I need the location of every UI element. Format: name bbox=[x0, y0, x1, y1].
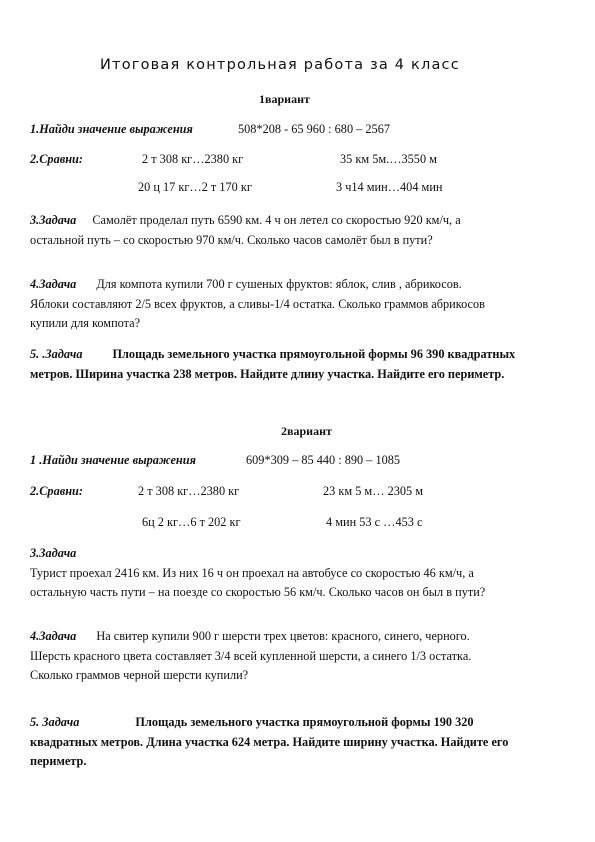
v1-task3-line1: Самолёт проделал путь 6590 км. 4 ч он летел со скоростью 920 км/ч, а bbox=[92, 213, 461, 227]
v2-task3-line1: Турист проехал 2416 км. Из них 16 ч он проехал на автобусе со скоростью 46 км/ч, а bbox=[30, 565, 474, 580]
v2-task5-line3: периметр. bbox=[30, 754, 87, 768]
page-title: Итоговая контрольная работа за 4 класс bbox=[100, 57, 460, 73]
v1-compare-1: 2 т 308 кг…2380 кг bbox=[142, 152, 244, 166]
v1-task2-label: 2.Сравни: bbox=[30, 152, 83, 166]
v2-task4 bbox=[30, 627, 471, 686]
v1-compare-2: 35 км 5м.…3550 м bbox=[340, 152, 437, 166]
v1-task5 bbox=[30, 345, 515, 384]
v2-compare-2: 23 км 5 м… 2305 м bbox=[323, 484, 424, 498]
v1-task4-line3: купили для компота? bbox=[30, 316, 141, 330]
v1-task1-expression: 508*208 - 65 960 : 680 – 2567 bbox=[238, 122, 390, 136]
v2-task5-line2: квадратных метров. Длина участка 624 метра. Найдите ширину участка. Найдите его bbox=[30, 734, 509, 749]
v1-task4-line1: Для компота купили 700 г сушеных фруктов: яблок, слив , абрикосов. bbox=[96, 277, 462, 291]
v1-task3-line2: остальной путь – со скоростью 970 км/ч. Сколько часов самолёт был в пути? bbox=[30, 232, 433, 247]
v2-task4-line3: Сколько граммов черной шерсти купили? bbox=[30, 668, 249, 682]
v1-task4-label: 4.Задача bbox=[30, 277, 77, 291]
v2-compare-3: 6ц 2 кг…6 т 202 кг bbox=[142, 515, 241, 529]
v1-task5-line1: Площадь земельного участка прямоугольной формы 96 390 квадратных bbox=[112, 347, 516, 361]
v2-task4-line2: Шерсть красного цвета составляет 3/4 всей купленной шерсти, а синего 1/3 остатка. bbox=[30, 648, 472, 663]
v1-task3-label: 3.Задача bbox=[30, 213, 77, 227]
v1-task3 bbox=[30, 211, 461, 250]
v1-compare-3: 20 ц 17 кг…2 т 170 кг bbox=[138, 180, 252, 194]
v2-task1-label: 1 .Найди значение выражения bbox=[30, 453, 196, 467]
v2-task2-label: 2.Сравни: bbox=[30, 484, 83, 498]
v1-task5-label: 5. .Задача bbox=[30, 347, 83, 361]
v1-task5-line2: метров. Ширина участка 238 метров. Найдите длину участка. Найдите его периметр. bbox=[30, 366, 505, 381]
v2-task4-label: 4.Задача bbox=[30, 629, 77, 643]
v2-compare-4: 4 мин 53 с …453 с bbox=[326, 515, 423, 529]
v2-task4-line1: На свитер купили 900 г шерсти трех цветов: красного, синего, черного. bbox=[96, 629, 470, 643]
variant-1-heading: 1вариант bbox=[259, 92, 310, 106]
v2-task3-label: 3.Задача bbox=[30, 546, 77, 560]
v1-compare-4: 3 ч14 мин…404 мин bbox=[336, 180, 443, 194]
v2-task5 bbox=[30, 713, 508, 772]
v1-task4-line2: Яблоки составляют 2/5 всех фруктов, а сливы-1/4 остатка. Сколько граммов абрикосов bbox=[30, 296, 485, 311]
v2-task5-line1: Площадь земельного участка прямоугольной формы 190 320 bbox=[135, 715, 474, 729]
variant-2-heading: 2вариант bbox=[281, 424, 332, 438]
v2-task1-expression: 609*309 – 85 440 : 890 – 1085 bbox=[246, 453, 401, 467]
v1-task1-label: 1.Найди значение выражения bbox=[30, 122, 193, 136]
v2-compare-1: 2 т 308 кг…2380 кг bbox=[138, 484, 240, 498]
v2-task3-line2: остальную часть пути – на поезде со скоростью 56 км/ч. Сколько часов он был в пути? bbox=[30, 585, 486, 599]
v2-task3 bbox=[30, 544, 485, 603]
v2-task5-label: 5. Задача bbox=[30, 715, 80, 729]
v1-task4 bbox=[30, 275, 485, 334]
